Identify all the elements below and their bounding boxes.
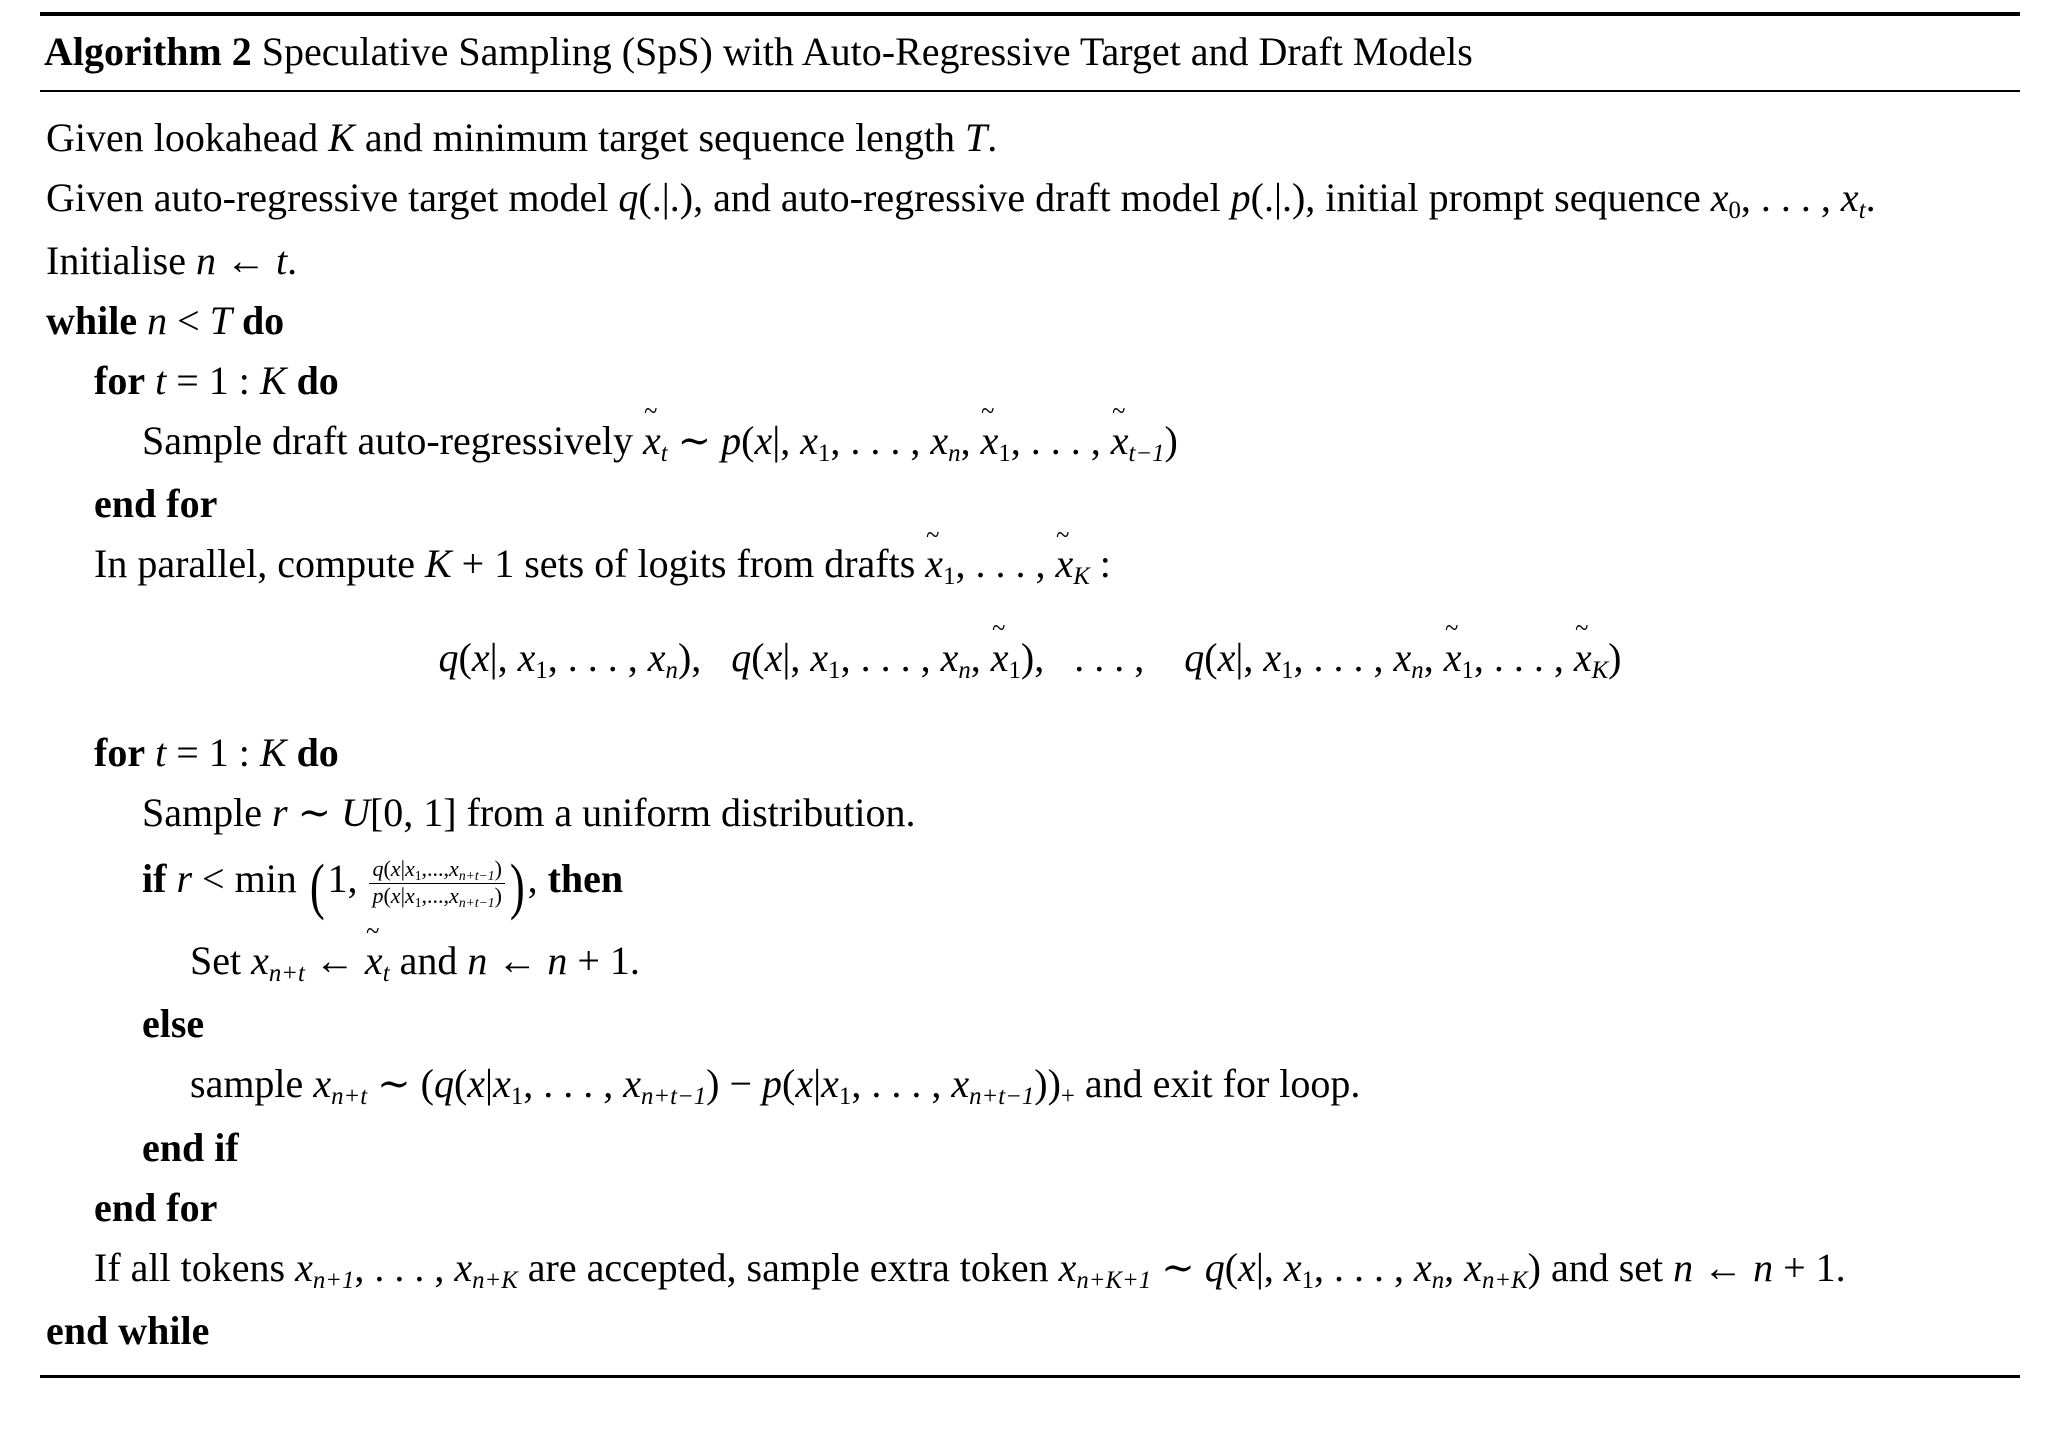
- keyword-end-for-2: end for: [94, 1184, 218, 1230]
- line-all-tokens-accepted: If all tokens $x_{n+1}$, . . . , $x_{n+K}$ are accepted, sample extra token $x_{n+K+1}$ ∼ q(x|, $x_1$, . . . , $x_n$, $x_{n+K}$) and set n ← n + 1.: [94, 1244, 1846, 1294]
- algorithm-label: Algorithm 2: [44, 29, 252, 74]
- line-while: while n < T do: [46, 298, 285, 344]
- line-else: [142, 994, 2014, 1054]
- ratio-fraction: $\frac{q(x|x_1,...,x_{n+t-1})}{p(x|x_1,...,x_{n+t-1})}$: [369, 857, 504, 910]
- keyword-then: then: [547, 855, 624, 901]
- line-for-1: for t = 1 : K do: [94, 358, 339, 404]
- line-sample-residual: sample $x_{n+t}$ ∼ ($q(x|x_1$, . . . , $x_{n+t-1}) - p(x|x_1$, . . . , $x_{n+t-1}))_+$ and exit for loop.: [190, 1061, 1361, 1111]
- line-end-for-2: [94, 1178, 2014, 1238]
- line-end-if: [142, 1118, 2014, 1178]
- keyword-end-if: end if: [142, 1124, 239, 1170]
- line-end-while: [46, 1301, 2014, 1361]
- keyword-end-while: end while: [46, 1307, 210, 1353]
- algorithm-body: [40, 92, 2020, 1375]
- keyword-for-2: for: [94, 729, 146, 775]
- line-sample-r: Sample r ∼ U[0, 1] from a uniform distribution.: [142, 789, 916, 835]
- keyword-do-1: do: [241, 298, 285, 344]
- line-given-models: Given auto-regressive target model q(.|.), and auto-regressive draft model p(.|.), initial prompt sequence $x_0$, . . . , $x_t$.: [46, 175, 1876, 224]
- keyword-if: if: [142, 855, 167, 901]
- line-given-lookahead: Given lookahead K and minimum target sequence length T.: [46, 115, 998, 160]
- line-in-parallel: In parallel, compute K + 1 sets of logits from drafts ~ $x_1$, . . . , ~ $x_K$ :: [94, 534, 2014, 597]
- bottom-rule: [40, 1375, 2020, 1378]
- keyword-while: while: [46, 298, 138, 344]
- line-sample-draft: Sample draft auto-regressively ~ $x_t$ ∼ p(x|, $x_1$, . . . , $x_n$, ~ $x_1$, . . . , ~ $x_{t-1}$): [142, 411, 2014, 474]
- keyword-do-2: do: [296, 358, 339, 404]
- keyword-do-3: do: [296, 729, 339, 775]
- line-initialise: Initialise n ← t.: [46, 238, 298, 284]
- algorithm-title: Speculative Sampling (SpS) with Auto-Regressive Target and Draft Models: [261, 29, 1473, 74]
- line-set-accept: Set $x_{n+t}$ ← ~ $x_t$ and n ← n + 1.: [190, 931, 2014, 994]
- algorithm-caption: [40, 16, 2020, 90]
- keyword-end-for-1: end for: [94, 481, 218, 527]
- line-for-2: for t = 1 : K do: [94, 729, 339, 775]
- display-equation-logits: q(x|, $x_1$, . . . , $x_n$), q(x|, $x_1$, . . . , $x_n$, ~ $x_1$), . . . , q(x|, $x_1$, . . . , $x_n$, ~ $x_1$, . . . , ~ $x_K$): [46, 598, 2014, 723]
- algorithm-block: [20, 12, 2040, 1378]
- keyword-for-1: for: [94, 358, 146, 404]
- keyword-else: else: [142, 1001, 205, 1047]
- line-end-for-1: [94, 474, 2014, 534]
- line-if-condition: if r < min (1, $\frac{q(x|x_1,...,x_{n+t-1})}{p(x|x_1,...,x_{n+t-1})}$ ), then: [142, 852, 624, 921]
